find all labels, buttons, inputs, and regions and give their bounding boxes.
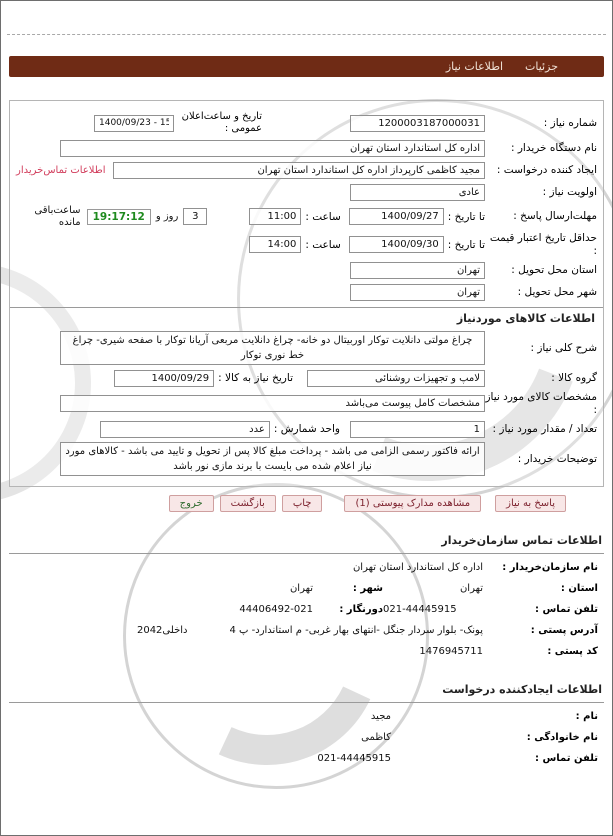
validity-until-date-label: تا تاریخ : xyxy=(447,238,485,251)
back-button[interactable]: بازگشت xyxy=(220,495,276,512)
remaining-days-input[interactable] xyxy=(183,208,207,225)
row-goods-specs xyxy=(16,391,597,416)
goods-specs-label: مشخصات کالای مورد نیاز : xyxy=(485,391,597,416)
creator-phone-label: تلفن تماس : xyxy=(534,753,598,765)
contact-postal-row xyxy=(9,646,598,661)
address-label: آدرس پستی : xyxy=(530,625,598,637)
goods-specs-input[interactable] xyxy=(60,395,485,412)
top-dashed-divider xyxy=(7,34,606,35)
buyer-org-input[interactable] xyxy=(60,140,485,157)
tab-need-info[interactable]: اطلاعات نیاز xyxy=(445,60,504,73)
row-need-number xyxy=(16,111,597,135)
need-date-input[interactable] xyxy=(114,370,214,387)
postal-code-value: 1476945711 xyxy=(419,646,483,658)
buyer-notes-label: توضیحات خریدار : xyxy=(517,453,597,466)
reply-deadline-date-input[interactable] xyxy=(349,208,444,225)
need-number-label: شماره نیاز : xyxy=(543,116,597,129)
phone-label: تلفن تماس : xyxy=(534,604,598,616)
creator-section-title: اطلاعات ایجادکننده درخواست xyxy=(9,683,604,703)
quantity-input[interactable] xyxy=(350,421,485,438)
remaining-timer: 19:17:12 xyxy=(87,209,151,225)
delivery-city-label: شهر محل تحویل : xyxy=(517,285,597,298)
unit-input[interactable] xyxy=(100,421,270,438)
org-name-value: اداره کل استاندارد استان تهران xyxy=(352,562,483,574)
price-validity-date-input[interactable] xyxy=(349,236,444,253)
first-name-label: نام : xyxy=(575,711,598,723)
need-description-textarea[interactable] xyxy=(60,331,485,365)
last-name-value: کاظمی xyxy=(361,732,391,744)
row-buyer-org xyxy=(16,139,597,157)
reply-time-label: ساعت : xyxy=(305,210,341,223)
delivery-province-label: استان محل تحویل : xyxy=(511,263,597,276)
last-name-label: نام خانوادگی : xyxy=(526,732,598,744)
priority-input[interactable] xyxy=(350,184,485,201)
creator-phone-row xyxy=(9,753,598,768)
row-request-creator xyxy=(16,161,597,179)
validity-time-label: ساعت : xyxy=(305,238,341,251)
contact-section-title: اطلاعات تماس سازمان‌خریدار xyxy=(9,534,604,554)
price-validity-label: حداقل تاریخ اعتبار قیمت : xyxy=(489,232,597,257)
creator-phone-value: 021-44445915 xyxy=(317,753,391,765)
city-label: شهر : xyxy=(352,583,383,595)
fax-value: 44406492-021 xyxy=(239,604,313,616)
tab-details[interactable]: جزئیات xyxy=(525,60,558,73)
action-buttons xyxy=(9,495,604,512)
creator-first-name-row xyxy=(9,711,598,726)
goods-group-label: گروه کالا : xyxy=(551,371,597,384)
reply-to-need-button[interactable]: پاسخ به نیاز xyxy=(495,495,566,512)
unit-label: واحد شمارش : xyxy=(273,423,340,436)
row-quantity xyxy=(16,420,597,438)
buyer-contact-link[interactable]: اطلاعات تماس‌خریدار xyxy=(16,164,106,176)
address-extension: داخلی2042 xyxy=(136,625,188,637)
request-creator-input[interactable] xyxy=(113,162,485,179)
row-delivery-province xyxy=(16,261,597,279)
row-priority xyxy=(16,183,597,201)
remaining-suffix-label: ساعت‌باقی مانده xyxy=(34,205,81,228)
buyer-notes-textarea[interactable] xyxy=(60,442,485,476)
print-button[interactable]: چاپ xyxy=(282,495,323,512)
org-name-label: نام سازمان‌خریدار : xyxy=(502,562,598,574)
contact-province-city-row xyxy=(9,583,598,598)
goods-group-input[interactable] xyxy=(307,370,485,387)
need-date-label: تاریخ نیاز به کالا : xyxy=(218,372,293,385)
need-number-input[interactable] xyxy=(350,115,485,132)
province-value: تهران xyxy=(459,583,483,595)
row-goods-group xyxy=(16,369,597,387)
row-delivery-city xyxy=(16,283,597,301)
priority-label: اولویت نیاز : xyxy=(542,185,597,198)
row-reply-deadline xyxy=(16,205,597,228)
phone-value: 021-44445915 xyxy=(383,604,457,616)
contact-phone-fax-row xyxy=(9,604,598,619)
request-creator-label: ایجاد کننده درخواست : xyxy=(496,163,597,176)
quantity-label: تعداد / مقدار مورد نیاز : xyxy=(492,423,597,436)
province-label: استان : xyxy=(560,583,598,595)
creator-last-name-row xyxy=(9,732,598,747)
delivery-city-input[interactable] xyxy=(350,284,485,301)
reply-deadline-time-input[interactable] xyxy=(249,208,301,225)
announce-datetime-input[interactable] xyxy=(94,115,174,132)
announce-datetime-label: تاریخ و ساعت‌اعلان عمومی : xyxy=(181,111,262,134)
reply-until-date-label: تا تاریخ : xyxy=(447,210,485,223)
row-price-validity xyxy=(16,232,597,257)
buyer-org-label: نام دستگاه خریدار : xyxy=(510,141,597,154)
view-attachments-button[interactable]: مشاهده مدارک پیوستی (1) xyxy=(344,495,481,512)
title-bar xyxy=(9,56,604,77)
row-need-description xyxy=(16,331,597,365)
remaining-days-suffix: روز و xyxy=(155,211,179,222)
need-description-label: شرح کلی نیاز : xyxy=(530,341,597,354)
row-buyer-notes xyxy=(16,442,597,476)
contact-org-row xyxy=(9,562,598,577)
contact-address-row xyxy=(9,625,598,640)
first-name-value: مجید xyxy=(370,711,391,723)
goods-section-title: اطلاعات کالاهای موردنیاز xyxy=(10,307,603,327)
need-form xyxy=(9,100,604,487)
address-value: پونک- بلوار سردار جنگل -انتهای بهار غربی- م استاندارد- پ 4 xyxy=(229,625,483,637)
price-validity-time-input[interactable] xyxy=(249,236,301,253)
postal-code-label: کد پستی : xyxy=(547,646,598,658)
exit-button[interactable]: خروج xyxy=(169,495,214,512)
city-value: تهران xyxy=(289,583,313,595)
delivery-province-input[interactable] xyxy=(350,262,485,279)
fax-label: دورنگار : xyxy=(339,604,383,616)
reply-deadline-label: مهلت‌ارسال پاسخ : xyxy=(513,210,597,223)
